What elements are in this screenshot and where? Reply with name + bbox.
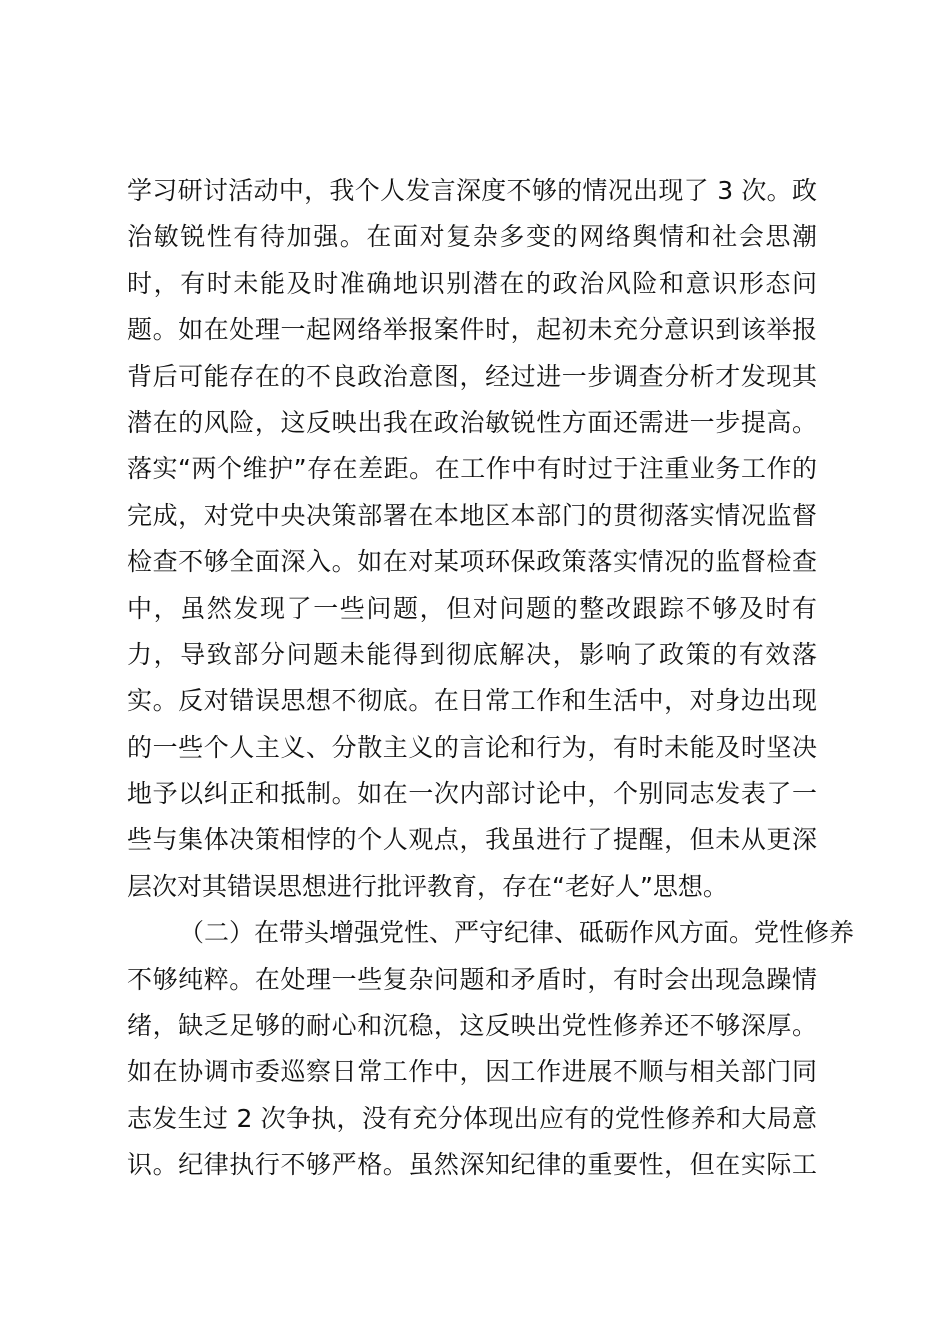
text-line: 绪，缺乏足够的耐心和沉稳，这反映出党性修养还不够深厚。 bbox=[127, 1011, 817, 1041]
text-line: 背后可能存在的不良政治意图，经过进一步调查分析才发现其 bbox=[127, 361, 817, 391]
text-line: 中，虽然发现了一些问题，但对问题的整改跟踪不够及时有 bbox=[127, 593, 817, 623]
text-line: 实。反对错误思想不彻底。在日常工作和生活中，对身边出现 bbox=[127, 686, 817, 716]
text-line: 检查不够全面深入。如在对某项环保政策落实情况的监督检查 bbox=[127, 547, 817, 577]
text-line: 如在协调市委巡察日常工作中，因工作进展不顺与相关部门同 bbox=[127, 1057, 817, 1087]
text-line: 力，导致部分问题未能得到彻底解决，影响了政策的有效落 bbox=[127, 639, 817, 669]
text-line: 落实“两个维护”存在差距。在工作中有时过于注重业务工作的 bbox=[127, 454, 817, 484]
text-line: 不够纯粹。在处理一些复杂问题和矛盾时，有时会出现急躁情 bbox=[127, 964, 817, 994]
text-line: 治敏锐性有待加强。在面对复杂多变的网络舆情和社会思潮 bbox=[127, 222, 817, 252]
document-body bbox=[127, 168, 855, 1189]
text-line: 的一些个人主义、分散主义的言论和行为，有时未能及时坚决 bbox=[127, 732, 817, 762]
text-line: 学习研讨活动中，我个人发言深度不够的情况出现了 3 次。政 bbox=[127, 176, 817, 205]
text-line: 题。如在处理一起网络举报案件时，起初未充分意识到该举报 bbox=[127, 315, 817, 345]
text-line: 识。纪律执行不够严格。虽然深知纪律的重要性，但在实际工 bbox=[127, 1150, 817, 1180]
text-line: 完成，对党中央决策部署在本地区本部门的贯彻落实情况监督 bbox=[127, 500, 817, 530]
section-heading-line: （二）在带头增强党性、严守纪律、砥砺作风方面。党性修养 bbox=[179, 918, 855, 948]
text-line: 些与集体决策相悖的个人观点，我虽进行了提醒，但未从更深 bbox=[127, 825, 817, 855]
text-line: 地予以纠正和抵制。如在一次内部讨论中，个别同志发表了一 bbox=[127, 779, 817, 809]
text-line: 层次对其错误思想进行批评教育，存在“老好人”思想。 bbox=[127, 871, 728, 901]
text-line: 时，有时未能及时准确地识别潜在的政治风险和意识形态问 bbox=[127, 268, 817, 298]
text-line: 潜在的风险，这反映出我在政治敏锐性方面还需进一步提高。 bbox=[127, 407, 817, 437]
text-line: 志发生过 2 次争执，没有充分体现出应有的党性修养和大局意 bbox=[127, 1103, 817, 1133]
